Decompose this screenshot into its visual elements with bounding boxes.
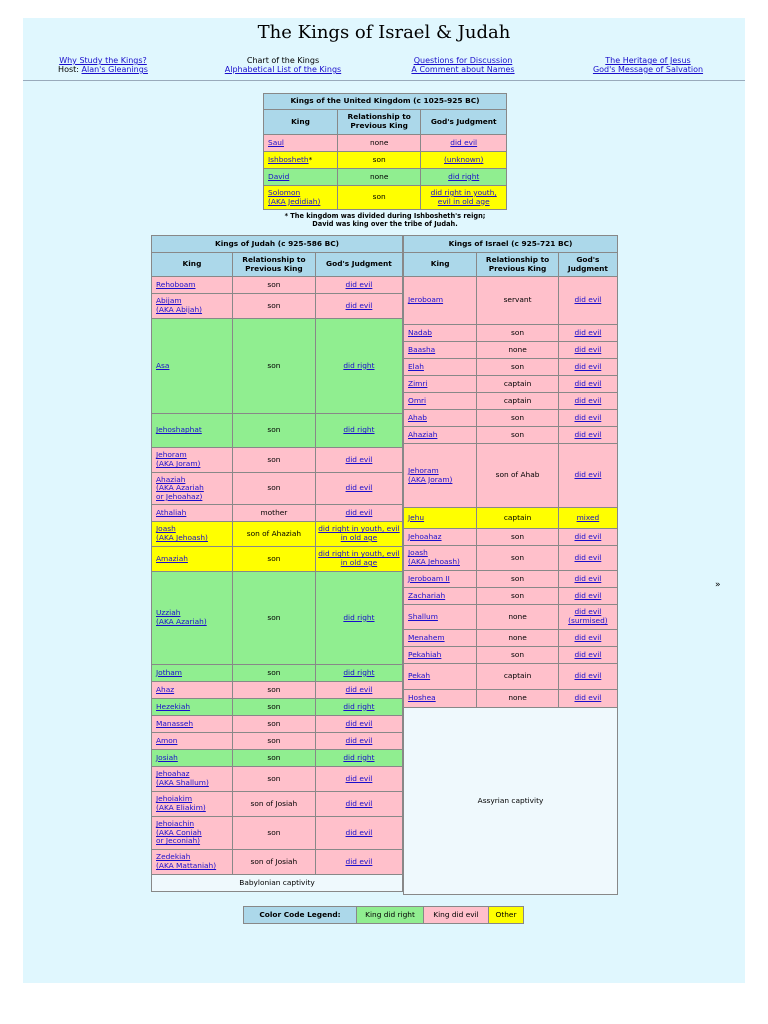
relationship: son	[337, 186, 420, 210]
judgment-link[interactable]: did evil	[345, 684, 373, 694]
king-name: Abijam	[156, 296, 182, 306]
relationship: none	[337, 135, 420, 152]
judah-table	[151, 235, 403, 892]
judgment-link[interactable]: did evil	[345, 507, 373, 517]
king-link[interactable]: Amaziah	[156, 553, 188, 563]
king-link[interactable]: Ahaz	[156, 684, 175, 694]
king-link[interactable]: Athaliah	[156, 507, 187, 517]
judgment-note: (surmised)	[568, 616, 608, 625]
judgment-link[interactable]: did evil	[345, 454, 373, 464]
relationship: son	[232, 716, 315, 733]
judgment-link[interactable]: did right	[343, 425, 375, 435]
table-row	[404, 427, 618, 444]
king-name: Jehoiachin	[156, 819, 194, 829]
judgment-link[interactable]: did right in youth, evil in old age	[430, 187, 497, 206]
judgment-link[interactable]: did right	[343, 612, 375, 622]
table-row	[404, 325, 618, 342]
king-link[interactable]	[156, 475, 204, 501]
table-row	[152, 522, 403, 547]
king-link[interactable]: Jeroboam II	[408, 573, 450, 583]
king-link[interactable]: Pekah	[408, 671, 431, 681]
relationship: none	[477, 690, 559, 708]
king-name: Zedekiah	[156, 852, 191, 862]
judgment-link[interactable]: did evil	[574, 295, 602, 305]
relationship: son	[232, 414, 315, 448]
table-row	[404, 647, 618, 664]
king-aka-2: or Jehoahaz)	[156, 491, 203, 501]
king-aka: (AKA Mattaniah)	[156, 861, 217, 870]
table-row	[404, 571, 618, 588]
nav-link-alphabetical[interactable]: Alphabetical List of the Kings	[224, 65, 342, 74]
table-row	[152, 699, 403, 716]
judgment-link[interactable]: did right in youth, evil in old age	[318, 524, 400, 542]
col-header-relationship: Relationship to Previous King	[337, 110, 420, 135]
relationship: captain	[477, 508, 559, 529]
relationship: son of Josiah	[232, 792, 315, 817]
king-link[interactable]	[156, 769, 209, 787]
relationship: none	[477, 605, 559, 630]
united-kingdom-table	[263, 93, 507, 210]
relationship: none	[477, 630, 559, 647]
table-row	[152, 572, 403, 665]
judgment-link[interactable]: did evil	[574, 693, 602, 703]
table-row	[404, 410, 618, 427]
nav-link-heritage[interactable]: The Heritage of Jesus	[605, 56, 691, 65]
judgment-link[interactable]: did evil	[345, 735, 373, 745]
relationship: son	[232, 817, 315, 850]
judgment-link[interactable]: did right	[343, 360, 375, 370]
relationship: none	[477, 342, 559, 359]
table-row	[152, 473, 403, 505]
footnote-line-1: * The kingdom was divided during Ishbosheth's reign;	[284, 212, 486, 220]
relationship: son	[232, 750, 315, 767]
relationship: son	[477, 410, 559, 427]
table-row	[404, 588, 618, 605]
king-aka-2: or Jeconiah)	[156, 836, 201, 846]
table-row	[152, 716, 403, 733]
nav-col-1	[43, 56, 163, 74]
table-row	[152, 665, 403, 682]
table-row	[404, 444, 618, 508]
judgment-link[interactable]: did evil	[345, 483, 373, 493]
king-link[interactable]: Ishbosheth	[268, 154, 309, 164]
king-link[interactable]	[156, 852, 216, 870]
judgment-link[interactable]: did evil	[345, 827, 373, 837]
king-link[interactable]: Jehoshaphat	[156, 425, 202, 435]
king-aka: (AKA Jedidiah)	[268, 196, 321, 206]
nav-divider	[23, 80, 745, 81]
king-link[interactable]	[268, 188, 320, 206]
king-name: Jehoram	[408, 465, 439, 475]
nav-col-3	[393, 56, 533, 74]
king-aka: (AKA Jehoash)	[156, 533, 208, 542]
nav-link-host[interactable]: Alan's Gleanings	[81, 65, 148, 74]
relationship: son	[232, 319, 315, 414]
relationship: captain	[477, 376, 559, 393]
table-row	[152, 505, 403, 522]
table-row	[152, 547, 403, 572]
judgment-link[interactable]: did evil	[574, 344, 602, 354]
table-row	[152, 319, 403, 414]
relationship: son	[477, 647, 559, 664]
nav-link-salvation[interactable]: God's Message of Salvation	[592, 65, 704, 74]
color-legend	[243, 906, 524, 924]
table-row	[152, 792, 403, 817]
king-aka: (AKA Abijah)	[156, 305, 203, 314]
table-row	[404, 708, 618, 895]
king-link[interactable]: Hoshea	[408, 693, 436, 703]
relationship: son	[232, 699, 315, 716]
judgment-link[interactable]: did evil	[574, 531, 602, 541]
relationship: son	[232, 473, 315, 505]
judah-title: Kings of Judah (c 925-586 BC)	[152, 236, 403, 253]
king-link[interactable]	[156, 819, 202, 845]
nav-col-2	[213, 56, 353, 74]
nav-col-4	[578, 56, 718, 74]
united-footnote	[263, 212, 507, 228]
col-header-judgment: God's Judgment	[558, 253, 617, 277]
israel-table	[403, 235, 618, 895]
relationship: son of Ahab	[477, 444, 559, 508]
judgment-link[interactable]: did evil	[574, 649, 602, 659]
table-row	[152, 277, 403, 294]
relationship: son	[477, 588, 559, 605]
relationship: captain	[477, 664, 559, 690]
king-link[interactable]	[408, 548, 460, 566]
king-link[interactable]: Amon	[156, 735, 178, 745]
col-header-judgment: God's Judgment	[315, 253, 402, 277]
king-aka: (AKA Azariah	[156, 483, 204, 493]
table-row	[264, 152, 507, 169]
table-row	[152, 294, 403, 319]
relationship: son	[477, 529, 559, 546]
judgment-link[interactable]: did evil	[574, 327, 602, 337]
page-title: The Kings of Israel & Judah	[257, 22, 511, 43]
king-link[interactable]	[156, 450, 200, 468]
king-name: Joash	[156, 524, 176, 534]
footnote-mark: *	[308, 154, 313, 164]
relationship: son	[232, 733, 315, 750]
king-link[interactable]: Zachariah	[408, 590, 446, 600]
king-name: Ahaziah	[156, 474, 186, 484]
table-row	[152, 414, 403, 448]
table-row	[404, 342, 618, 359]
table-row	[152, 817, 403, 850]
judgment-link[interactable]: did evil	[574, 395, 602, 405]
legend-other: Other	[489, 907, 524, 924]
table-row	[404, 359, 618, 376]
relationship: servant	[477, 277, 559, 325]
relationship: son	[477, 359, 559, 376]
judgment-link[interactable]	[568, 607, 608, 625]
table-row	[152, 448, 403, 473]
table-row	[152, 682, 403, 699]
judgment-link[interactable]: did evil	[574, 671, 602, 681]
col-header-relationship: Relationship to Previous King	[232, 253, 315, 277]
table-row	[152, 767, 403, 792]
relationship: son	[232, 665, 315, 682]
judgment-link[interactable]: did evil	[345, 798, 373, 808]
col-header-king: King	[264, 110, 338, 135]
judgment-link[interactable]: did evil	[574, 573, 602, 583]
relationship: son	[477, 325, 559, 342]
table-row	[404, 529, 618, 546]
king-link[interactable]	[156, 524, 208, 542]
scroll-icon[interactable]: »	[715, 580, 721, 590]
relationship: none	[337, 169, 420, 186]
judgment-link[interactable]: did evil	[574, 429, 602, 439]
judgment-link[interactable]: (unknown)	[444, 154, 484, 164]
king-aka: (AKA Eliakim)	[156, 803, 206, 812]
table-row	[404, 277, 618, 325]
relationship: son	[477, 546, 559, 571]
page-panel	[23, 18, 745, 983]
judgment-link[interactable]: did right in youth, evil in old age	[318, 549, 400, 567]
table-row	[404, 690, 618, 708]
judgment-link[interactable]: did evil	[574, 590, 602, 600]
table-row	[404, 605, 618, 630]
judgment-link[interactable]: did right	[343, 752, 375, 762]
nav-link-questions[interactable]: Questions for Discussion	[413, 56, 513, 65]
footnote-line-2: David was king over the tribe of Judah.	[312, 220, 458, 228]
judgment-link[interactable]: did right	[448, 171, 480, 181]
table-row	[264, 169, 507, 186]
legend-right: King did right	[357, 907, 424, 924]
table-row	[152, 733, 403, 750]
king-name: Jehoahaz	[156, 769, 190, 779]
israel-title: Kings of Israel (c 925-721 BC)	[404, 236, 618, 253]
judgment-link[interactable]: did evil	[345, 773, 373, 783]
king-aka: (AKA Shallum)	[156, 778, 209, 787]
relationship: son	[232, 682, 315, 699]
judgment-link[interactable]: did evil	[574, 361, 602, 371]
col-header-king: King	[404, 253, 477, 277]
king-name: Jehoiakim	[156, 794, 193, 804]
judgment-link[interactable]: did evil	[574, 552, 602, 562]
king-name: Jehoram	[156, 450, 187, 460]
king-link[interactable]: Jehoahaz	[408, 531, 442, 541]
host-label: Host:	[58, 65, 79, 74]
king-link[interactable]: Saul	[268, 137, 284, 147]
king-aka: (AKA Joram)	[408, 474, 453, 484]
king-link[interactable]: Nadab	[408, 327, 432, 337]
nav-link-names[interactable]: A Comment about Names	[411, 65, 515, 74]
judgment-link[interactable]: did right	[343, 701, 375, 711]
table-row	[264, 135, 507, 152]
table-row	[152, 875, 403, 892]
relationship: son of Josiah	[232, 850, 315, 875]
king-link[interactable]: Shallum	[408, 611, 438, 621]
relationship: son	[232, 572, 315, 665]
judgment-link[interactable]: did evil	[345, 718, 373, 728]
judgment-text: did evil	[574, 607, 602, 617]
legend-label: Color Code Legend:	[244, 907, 357, 924]
table-row	[404, 630, 618, 647]
table-row	[404, 508, 618, 529]
king-link[interactable]: Rehoboam	[156, 279, 196, 289]
king-link[interactable]: Elah	[408, 361, 424, 371]
judgment-link[interactable]: did evil	[574, 412, 602, 422]
king-name: Solomon	[268, 187, 301, 197]
king-link[interactable]	[156, 794, 206, 812]
table-row	[404, 376, 618, 393]
table-row	[152, 850, 403, 875]
relationship: son	[477, 427, 559, 444]
united-title: Kings of the United Kingdom (c 1025-925 BC)	[264, 94, 507, 110]
king-aka: (AKA Coniah	[156, 827, 202, 837]
king-link[interactable]: Baasha	[408, 344, 436, 354]
king-link[interactable]: Omri	[408, 395, 427, 405]
table-row	[264, 186, 507, 210]
king-link[interactable]: Menahem	[408, 632, 445, 642]
nav-current-chart: Chart of the Kings	[246, 56, 320, 65]
relationship: mother	[232, 505, 315, 522]
judgment-link[interactable]: did evil	[574, 632, 602, 642]
king-link[interactable]: Ahaziah	[408, 429, 438, 439]
king-name: Uzziah	[156, 608, 181, 618]
relationship: captain	[477, 393, 559, 410]
judgment-link[interactable]: did evil	[345, 279, 373, 289]
king-aka: (AKA Azariah)	[156, 617, 207, 626]
king-link[interactable]	[408, 466, 452, 484]
king-link[interactable]: Manasseh	[156, 718, 194, 728]
king-link[interactable]: Jeroboam	[408, 295, 444, 305]
king-link[interactable]	[156, 608, 207, 626]
table-row	[152, 750, 403, 767]
relationship: son	[232, 767, 315, 792]
relationship: son	[232, 294, 315, 319]
king-link[interactable]: Hezekiah	[156, 701, 191, 711]
relationship: son	[477, 571, 559, 588]
judgment-link[interactable]: did evil	[345, 300, 373, 310]
col-header-judgment: God's Judgment	[421, 110, 507, 135]
king-name: Joash	[408, 548, 428, 558]
judgment-link[interactable]: mixed	[576, 512, 600, 522]
judgment-link[interactable]: did evil	[574, 378, 602, 388]
relationship: son	[232, 448, 315, 473]
king-link[interactable]: Josiah	[156, 752, 178, 762]
king-aka: (AKA Joram)	[156, 459, 201, 468]
judgment-link[interactable]: did evil	[574, 470, 602, 480]
relationship: son	[337, 152, 420, 169]
table-row	[404, 393, 618, 410]
assyrian-captivity: Assyrian captivity	[404, 708, 618, 895]
king-aka: (AKA Jehoash)	[408, 557, 460, 566]
judgment-link[interactable]: did evil	[450, 137, 478, 147]
relationship: son of Ahaziah	[232, 522, 315, 547]
judgment-link[interactable]: did right	[343, 667, 375, 677]
judgment-link[interactable]: did evil	[345, 856, 373, 866]
relationship: son	[232, 547, 315, 572]
king-link[interactable]: Asa	[156, 360, 170, 370]
relationship: son	[232, 277, 315, 294]
table-row	[404, 664, 618, 690]
nav-link-why-study[interactable]: Why Study the Kings?	[59, 56, 147, 65]
king-link[interactable]: David	[268, 171, 290, 181]
king-link[interactable]: Jehu	[408, 512, 425, 522]
col-header-relationship: Relationship to Previous King	[477, 253, 559, 277]
king-link[interactable]: Zimri	[408, 378, 428, 388]
col-header-king: King	[152, 253, 233, 277]
king-link[interactable]: Ahab	[408, 412, 427, 422]
king-link[interactable]	[156, 296, 202, 314]
king-link[interactable]: Pekahiah	[408, 649, 442, 659]
king-link[interactable]: Jotham	[156, 667, 183, 677]
legend-evil: King did evil	[424, 907, 489, 924]
babylonian-captivity: Babylonian captivity	[152, 875, 403, 892]
table-row	[404, 546, 618, 571]
